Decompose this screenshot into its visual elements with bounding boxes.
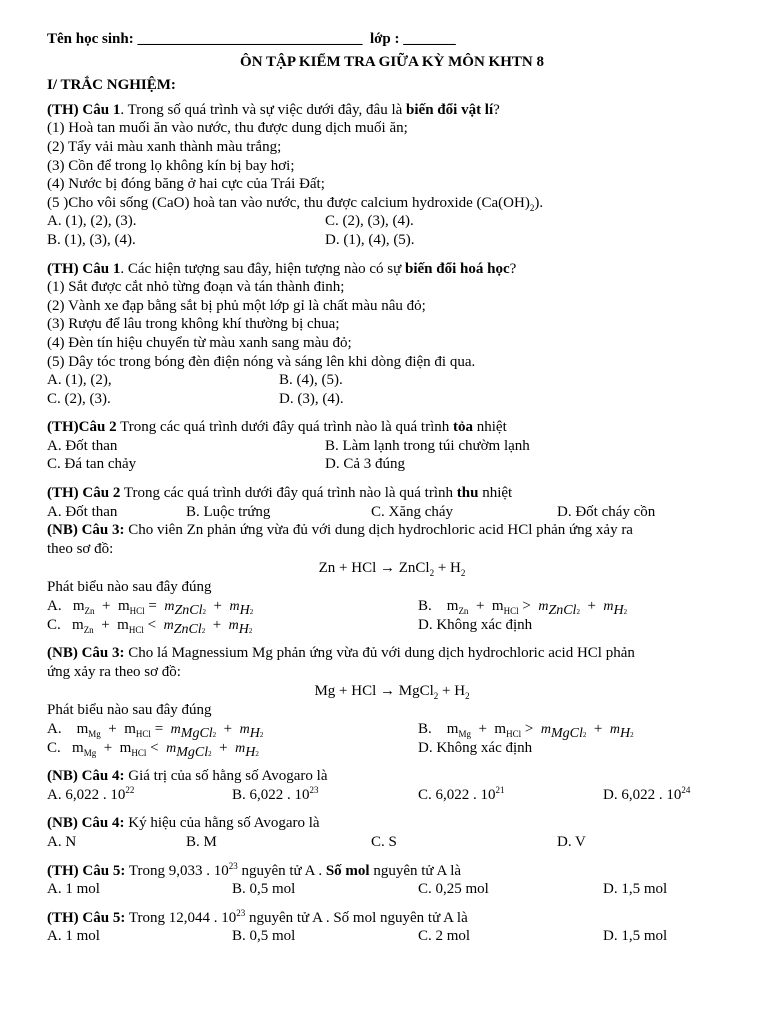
options-row <box>47 390 737 409</box>
option-a[interactable]: A. (1), (2), <box>47 372 112 389</box>
options-row <box>47 455 737 474</box>
list-item: (1) Sắt được cắt nhỏ từng đoạn và tán thành đinh; <box>47 279 345 296</box>
worksheet: Tên học sinh: ______________________________ lớp : _______ ÔN TẬP KIỂM TRA GIỮA KỲ MÔN KHTN 8 I/ TRẮC NGHIỆM: (TH) Câu 1. Trong số quá trình và sự việc dưới đây, đâu là biến đổi vật lí? (1) Hoà tan muối ăn vào nước, thu được dung dịch muối ăn; (2) Tẩy vải màu xanh thành màu trắng; (3) Cồn để trong lọ không kín bị bay hơi; (4) Nước bị đóng băng ở hai cực của Trái Đất; (5 )Cho vôi sống (CaO) hoà tan vào nước, thu được calcium hydroxide $(Ca(OH)_2)$. A. (1), (2), (3). C. (2), (3), (4). B. (1), (3), (4). D. (1), (4), (5). (TH) Câu 1. Các hiện tượng sau đây, hiện tượng nào có sự biến đổi hoá học? (1) Sắt được cắt nhỏ từng đoạn và tán thành đinh; (2) Vành xe đạp bằng sắt bị phủ một lớp gỉ là chất màu nâu đỏ; (3) Rượu để lâu trong không khí thường bị chua; (4) Đèn tín hiệu chuyển từ màu xanh sang màu đỏ; (5) Dây tóc trong bóng đèn điện nóng và sáng lên khi dòng điện đi qua. A. (1), (2), B. (4), (5). C. (2), (3). D. (3), (4). (TH)Câu 2 Trong các quá trình dưới đây quá trình nào là quá trình tỏa nhiệt A. Đốt than B. Làm lạnh trong túi chườm lạnh C. Đá tan chảy D. Cả 3 đúng (TH) Câu 2 Trong các quá trình dưới đây quá trình nào là quá trình thu nhiệt A. Đốt than B. Luộc trứng C. Xăng cháy D. Đốt cháy cồn (NB) Câu 3: Cho viên Zn phản ứng vừa đủ với dung dịch hydrochloric acid HCl phản ứng xảy ra theo sơ đồ: Zn + HCl → ZnCl$_2$ + $H_2$ Phát biểu nào sau đây đúng A. $m_{Zn} + m_{HCl} = m_{ZnCl2} + m_{H2}$ B. $m_{Zn} + m_{HCl} > m_{ZnCl2} + m_{H2}$ C. $m_{Zn} + m_{HCl} < m_{ZnCl2} + m_{H2}$ D. Không xác định (NB) Câu 3: Cho lá Magnessium Mg phản ứng vừa đủ với dung dịch hydrochloric acid HCl phản ứng xảy ra theo sơ đồ: Mg + HCl → MgCl$_2$ + $H_2$ Phát biểu nào sau đây đúng A. $m_{Mg} + m_{HCl} = m_{MgCl2} + m_{H2}$ B. $m_{Mg} + m_{HCl} > m_{MgCl2} + m_{H2}$ C. $m_{Mg} + m_{HCl} < m_{MgCl2} + m_{H2}$ D. Không xác định (NB) Câu 4: Giá trị của số hằng số Avogaro là A. 6,022 . $10^{22}$ B. 6,022 . $10^{23}$ C. 6,022 . $10^{21}$ D. 6,022 . $10^{24}$ (NB) Câu 4: Ký hiệu của hằng số Avogaro là A. N B. M C. S D. V (TH) Câu 5: Trong 9,033 . $10^{23}$ nguyên tử A . Số mol nguyên tử A là A. 1 mol B. 0,5 mol C. 0,25 mol D. 1,5 mol (TH) Câu 5: Trong 12,044 . $10^{23}$ nguyên tử A . Số mol nguyên tử A là A. 1 mol B. 0,5 mol C. 2 mol D. 1,5 mol <box>47 30 737 946</box>
list-item: (4) Đèn tín hiệu chuyển từ màu xanh sang màu đỏ; <box>47 334 352 351</box>
option-b[interactable]: B. (4), (5). <box>279 372 343 389</box>
option-a[interactable]: A. Đốt than <box>47 503 118 520</box>
option-b[interactable]: B. Luộc trứng <box>186 503 271 520</box>
options-row <box>47 371 737 390</box>
options-row <box>47 616 737 635</box>
option-d[interactable]: D. Đốt cháy cồn <box>557 503 656 520</box>
options-row <box>47 212 737 231</box>
student-info-line <box>47 30 737 49</box>
chemical-equation: Zn + HCl → ZnCl$_2$ + $H_2$ <box>318 560 466 579</box>
list-item: (3) Cồn để trong lọ không kín bị bay hơi; <box>47 157 295 174</box>
list-item: (2) Tẩy vải màu xanh thành màu trắng; <box>47 138 282 155</box>
option-c[interactable]: C. (2), (3). <box>47 390 111 407</box>
options-row <box>47 720 737 739</box>
student-name-label: Tên học sinh: <box>47 31 134 47</box>
option-b[interactable]: B. Làm lạnh trong túi chườm lạnh <box>325 437 530 454</box>
options-row <box>47 597 737 619</box>
options-row <box>47 437 737 456</box>
option-c[interactable]: C. $m_{Mg} + m_{HCl} < m_{MgCl2} + m_{H2}$ <box>47 739 259 760</box>
option-b[interactable]: B. 0,5 mol <box>232 881 296 898</box>
option-c[interactable]: C. 6,022 . $10^{21}$ <box>418 784 505 803</box>
option-d[interactable]: D. 6,022 . $10^{24}$ <box>603 784 691 803</box>
option-d[interactable]: D. (3), (4). <box>279 390 344 407</box>
question-3a: (NB) Câu 3: Cho viên Zn phản ứng vừa đủ với dung dịch hydrochloric acid HCl phản ứng xảy ra <box>47 522 633 539</box>
option-a[interactable]: A. $m_{Mg} + m_{HCl} = m_{MgCl2} + m_{H2}$ <box>47 721 264 741</box>
options-row <box>47 786 737 805</box>
options-row <box>47 927 737 946</box>
option-b[interactable]: B. 6,022 . $10^{23}$ <box>232 784 319 803</box>
option-b[interactable]: B. $m_{Zn} + m_{HCl} > m_{ZnCl2} + m_{H2}$ <box>418 598 628 619</box>
student-name-blank: ______________________________ <box>137 31 363 47</box>
option-b[interactable]: B. M <box>186 833 217 850</box>
option-b[interactable]: B. $m_{Mg} + m_{HCl} > m_{MgCl2} + m_{H2}$ <box>418 721 634 741</box>
option-b[interactable]: B. (1), (3), (4). <box>47 231 136 248</box>
option-d[interactable]: D. V <box>557 833 586 850</box>
option-c[interactable]: C. 2 mol <box>418 928 471 945</box>
question-4b: (NB) Câu 4: Ký hiệu của hằng số Avogaro là <box>47 815 320 832</box>
page-title: ÔN TẬP KIỂM TRA GIỮA KỲ MÔN KHTN 8 <box>240 53 544 70</box>
question-1b: (TH) Câu 1. Các hiện tượng sau đây, hiện tượng nào có sự biến đổi hoá học? <box>47 260 517 277</box>
option-a[interactable]: A. 1 mol <box>47 928 100 945</box>
options-row <box>47 503 737 522</box>
list-item: (3) Rượu để lâu trong không khí thường bị chua; <box>47 316 340 333</box>
option-d[interactable]: D. 1,5 mol <box>603 881 668 898</box>
option-d[interactable]: D. Cả 3 đúng <box>325 456 405 473</box>
option-a[interactable]: A. $m_{Zn} + m_{HCl} = m_{ZnCl2} + m_{H2}$ <box>47 598 254 619</box>
option-d[interactable]: D. Không xác định <box>418 616 533 633</box>
class-label: lớp : <box>369 31 400 47</box>
question-2a: (TH)Câu 2 Trong các quá trình dưới đây quá trình nào là quá trình tỏa nhiệt <box>47 419 507 436</box>
option-a[interactable]: A. N <box>47 833 77 850</box>
list-item: (5 )Cho vôi sống (CaO) hoà tan vào nước, thu được calcium hydroxide $(Ca(OH)_2)$. <box>47 194 544 213</box>
class-blank: _______ <box>403 31 456 47</box>
option-a[interactable]: A. 6,022 . $10^{22}$ <box>47 784 135 803</box>
options-row <box>47 739 737 758</box>
question-5a: (TH) Câu 5: Trong 9,033 . $10^{23}$ nguyên tử A . Số mol nguyên tử A là <box>47 860 462 879</box>
question-1a: (TH) Câu 1. Trong số quá trình và sự việc dưới đây, đâu là biến đổi vật lí? <box>47 101 500 118</box>
chemical-equation: Mg + HCl → MgCl$_2$ + $H_2$ <box>314 683 470 702</box>
option-c[interactable]: C. $m_{Zn} + m_{HCl} < m_{ZnCl2} + m_{H2}$ <box>47 616 253 637</box>
option-c[interactable]: C. 0,25 mol <box>418 881 489 898</box>
option-c[interactable]: C. Đá tan chảy <box>47 456 137 473</box>
options-row <box>47 833 737 852</box>
list-item: (1) Hoà tan muối ăn vào nước, thu được dung dịch muối ăn; <box>47 120 408 137</box>
option-d[interactable]: D. 1,5 mol <box>603 928 668 945</box>
option-b[interactable]: B. 0,5 mol <box>232 928 296 945</box>
option-d[interactable]: D. (1), (4), (5). <box>325 231 415 248</box>
question-4a: (NB) Câu 4: Giá trị của số hằng số Avogaro là <box>47 768 328 785</box>
options-row <box>47 880 737 899</box>
question-3b: (NB) Câu 3: Cho lá Magnessium Mg phản ứng vừa đủ với dung dịch hydrochloric acid HCl phản <box>47 645 635 662</box>
option-a[interactable]: A. Đốt than <box>47 437 118 454</box>
option-a[interactable]: A. 1 mol <box>47 881 100 898</box>
list-item: (5) Dây tóc trong bóng đèn điện nóng và sáng lên khi dòng điện đi qua. <box>47 353 476 370</box>
option-d[interactable]: D. Không xác định <box>418 739 533 756</box>
option-a[interactable]: A. (1), (2), (3). <box>47 213 137 230</box>
option-c[interactable]: C. S <box>371 833 397 850</box>
option-c[interactable]: C. (2), (3), (4). <box>325 213 414 230</box>
option-c[interactable]: C. Xăng cháy <box>371 503 454 520</box>
question-2b: (TH) Câu 2 Trong các quá trình dưới đây quá trình nào là quá trình thu nhiệt <box>47 485 513 502</box>
list-item: (4) Nước bị đóng băng ở hai cực của Trái Đất; <box>47 176 325 193</box>
section-heading: I/ TRẮC NGHIỆM: <box>47 77 176 94</box>
list-item: (2) Vành xe đạp bằng sắt bị phủ một lớp gỉ là chất màu nâu đỏ; <box>47 297 426 314</box>
options-row <box>47 231 737 250</box>
question-5b: (TH) Câu 5: Trong 12,044 . $10^{23}$ nguyên tử A . Số mol nguyên tử A là <box>47 907 468 926</box>
